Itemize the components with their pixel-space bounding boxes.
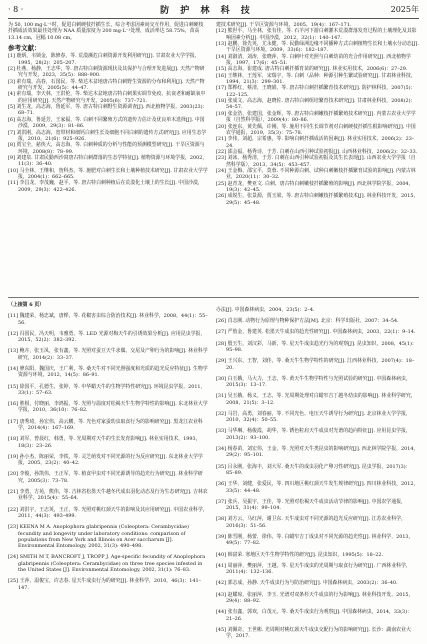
reference-entry: [19] 孙小杰，陈丽荣，李铁，等. 灵芝萌发对不同光源的行为反应研究[J]. 东北林业大学学报，2005，23(2)：40–42. (8, 453, 203, 467)
reference-entry: [20] 李俊，孙凯伟，王正军，等. 植食甲虫对不同光源诱导的趋光行为研究[J]. 林业科学研究，2005(3)：73–78. (8, 471, 203, 484)
reference-entry: [17] 郑桦红，蔡清，王晓娟，等. 唐古特白刺扦插繁育技术研究[J]. 防护林科技，2007(5)：122–125. (216, 85, 416, 98)
reference-entry: [36] 王华，刘健，张爱民，等. 四川地区桃红颈天牛发生规律研究[J]. 四川林业科技，2012，33(5)：44–48. (216, 481, 419, 494)
reference-entry: [26] 肖志刚. 动物行为原理与物种保护方法[M]. 北京：科学出版社，2007：34–54. (216, 318, 399, 325)
reference-entry: [8] 贾宝全，慈侠大，高志海，等. 白刺种质的分析与性能的预测模型研究[J]. 干旱区资源与环境，2008(8)：78–99. (8, 142, 205, 155)
reference-entry: [32] 马岩，高勇，刘春丽，等. 不同光色、电压天牛诱导行为研究[J]. 北京林业大学学报，2010，32(4)：50–55. (216, 410, 411, 424)
reference-entry: [38] 刘方云，马红萍，谢卫东. 天牛成虫对不同光源的趋光反应研究[J]. 江苏农业科学，2016(3)：51–56. (216, 516, 406, 529)
reference-entry: [27] 严敖金，鲁建英. 松墨天牛成虫的趋光性研究[J]. 中国森林病虫，2003，22(1)：9–14. (216, 329, 416, 336)
reference-entry: [10] 马全林，王继和，詹科杰，等. 施肥对白刺生长和土壤种植技术研究[J]. 甘肃农业大学学报，2004(1)：662–665. (8, 167, 208, 180)
reference-entry: [15] 高志海，崔建成. 唐古特白刺扦插育苗的研究[J]. 林业实用技术，2006(6)：27–29. (216, 66, 408, 73)
reference-entry: [33] 马华琳，杨俊霞，胡华，等. 锈色粒肩天牛成虫对光谱的趋向特征[J]. 应用昆虫学报，2013(2)：93–100. (216, 428, 411, 441)
references-list-left (8, 53, 208, 193)
reference-entry: [39] 陈雪刚，杨蕾，徐伟，等. 白蜡窄吉丁成虫对不同光源的趋光性[J]. 林业科学，2013，49(5)：77–82. (216, 533, 414, 547)
reference-entry: 建技术研究[J]. 干旱区资源与环境，2005，19(4)：167–171. (216, 22, 352, 28)
reference-entry: [22] 刘洪宇，王志英，王正，等. 光照对桃红颈天牛的影响及其应用研究[J]. 中国农业科学，2011，44(3)：493–499. (8, 506, 208, 519)
reference-entry: [24] 王金梅，邵宝平，莫蓉. 不同种源白刺、试种白刺嫩枝扦插繁育试验的影响[J]. 内蒙古林业，2020(11)：30–32. (216, 167, 416, 181)
reference-entry: [16] 胜相，付晓丽，李鸿振，等. 光照与温度对松褐天牛生物学特性的影响[J]. 东北林业大学学报，2010，36(10)：76–82. (8, 401, 208, 414)
issue-year: 2025年 (390, 4, 419, 14)
continued-left-column (8, 302, 208, 596)
reference-entry: [13] 鲍卉，张玉凤，张有鑫，等. 光照对蚕豆天牛求偶、交尾及产卵行为的影响[J]. 林业科学研究，2014(2)：33–37. (8, 348, 208, 361)
reference-entry: [20] 张连东，黄先佩，许刚，等. 施用不同生长调节剂对白刺硬枝扦插生根影响研究[J]. 中国农学通报，2019，35(3)：75–78. (216, 123, 416, 136)
reference-entry: [3] 索有瑞，高春，石国民，等. 柴达木盆地唐古特白刺野生资源的分布和利用[J]. 天然产物研究与开发，2005(5)：44–47. (8, 78, 205, 92)
reference-entry: [37] 张兵，吴振宇，王佳，等. 光照对松褐天牛成虫活动节律的影响[J]. 中国农学通报，2015，31(4)：99–104. (216, 498, 406, 512)
reference-entry: [2] 杜燕，杨静，王志华，等. 唐古特白刺资源现状及其保护与合理开发进展[J]. 天然产物研究与开发，2023，35(5)：888–900. (8, 66, 205, 79)
reference-entry: [42] 郭志成，孙静. 天牛成虫行为与防治研究[J]. 中国森林病虫，2003(2)：36–40. (216, 580, 398, 587)
continued-heading: （上接第 6 页） (8, 302, 45, 308)
continued-right-column (216, 302, 419, 644)
reference-entry: [21] 李勇，方苑，熊伟，等. 吉林省松墨天牛越冬代成虫羽化动态及行为生态研究[J]. 吉林农业科学，2015(4)：55–64. (8, 489, 208, 502)
reference-entry: [12] 熊世平，马全林，张有佳，等. 石羊河下游白刺灌木荒漠群落发育过程的土壤理化及其影响因素分析[J]. 中国沙漠，2012，32(1)：140–147. (216, 28, 417, 41)
section-divider (8, 297, 419, 298)
reference-entry: [12] 冯国民，冯天明，韦雅勇，等. LED 光源对梅天牛的引诱效果分析[J]. 应用昆虫学报，2015，52(2)：382–392. (8, 330, 206, 344)
reference-entry: [30] 白玉娥，马大力，王志，等. 黄天牛生物学特性与光照试验的研究[J]. 中国森林病虫，2015(3)：13–17. (216, 375, 411, 389)
reference-entry: [7] 刘洪刚，高志海，宽带材和细钙白刺生长及细胞不同白刺的遗传方式研究[J]. 应用生态学报，2010，21(6)：925–926. (8, 129, 207, 142)
references-heading: 参考文献： (8, 44, 41, 53)
reference-entry: [21] 李伟，刘超，宗希惠，等. 影响白刺扦插成活的因素[J]. 林业实用技术，2006(2)：23–24. (216, 136, 415, 149)
reference-entry: [45] 刘佩奇，王世彬. 光周期对桃红颈天牛成虫交配行为的影响研究[J]. 长沙：湖南农业大学，2017. (216, 626, 411, 640)
reference-entry: [13] 赵鹏，徐先英，尤永健，等. 民勤绿洲边缘不同播种方式白刺植物生长和土壤水分动态[J]. 干旱区资源与环境，2009，33(6)：182–187. (216, 41, 419, 54)
reference-entry: [34] 杨春苗，刘宏伟，王金，等. 光照对天牛类昆虫的影响研究[J]. 西北林学院学报，2014，29(2)：95–101. (216, 446, 419, 459)
reference-entry: [25] 王萍，温俊宝，许志春. 星天牛成虫行为的研究[J]. 林业科学，2010，46(3)：141–147. (8, 578, 202, 591)
reference-entry: [4] 索有瑞，李天林，王洪伦，等. 柴达木盆地唐古特白刺果实调节免疫、抗衰老和耐缺氧中的应用研究[J]. 天然产物研究与开发，2005(6)：737–721. (8, 91, 206, 104)
reference-entry: [26] 成锐生，张景源，贾玉梁，等. 唐古特白刺嫩枝扦插繁殖技术[J]. 林业科技开发，2015，29(5)：45–48. (216, 193, 419, 206)
reference-entry: [28] 殷玉生，刘汉彩，马新，等. 星天牛成虫趋光行为的观察[J]. 昆虫知识，2008，45(1)：95–98. (216, 340, 417, 353)
continued-references-right (216, 307, 419, 640)
reference-entry: [19] 张金浩，张建国，张金辉，等. 唐古特白刺嫩枝扦插繁殖技术研究[J]. 内蒙古农业大学学报（自然科学版），2009(4)：80–86. (216, 110, 416, 124)
reference-entry: [14] 刘淑清，刘涛，张晓萍，等. 白刺叶对光照与白刺幼苗的光合作用研究[J]. 西北植物学报，1997，17(6)：45–51. (216, 53, 411, 67)
reference-entry: 办法[J]. 中国森林病虫，2004，23(5)：2–4. (216, 306, 315, 313)
reference-entry: [35] 吕永刚，张海丰，刘大军. 桑天牛的成虫羽化产卵习性研究[J]. 昆虫学报，2017(3)：85–89. (216, 463, 411, 476)
reference-entry: [31] 吴玉娥，杨义，王志，等. 光周期处理对白蜡窄吉丁越冬幼虫的影响[J]. 林业科学研究，2008，21(5)：3–12. (216, 393, 416, 406)
reference-entry: [25] 赵青龙，樊亚文. 白刺、唐古特白刺嫩枝扦插繁殖的影响[J]. 西北林学院学报，2004，19(3)：42–45. (216, 180, 414, 193)
reference-entry: [22] 邵会福，杨秀诗，于芳. 白刺在山西引种试验初报[J]. 山西林业科技，2006(2)：32–33. (216, 148, 418, 155)
reference-entry: [15] 徐国平，孔德生，张婷，等. 中华蜡天牛的生物学特性研究[J]. 环境昆虫学报，2011，33(1)：57–63. (8, 383, 206, 396)
reference-entry: [24] SMITH M T, BANCROFT J, TROPP J. Age-specific fecundity of Anoplophora glabripennis (Coleoptera: Cerambycidae) on three tree species infested in the United States [J]. Environmental Entomology, 2002, 31(1): 76–83. (8, 554, 206, 574)
reference-entry: [18] 刘军，曾晨红，韩勇，等. 光周期对天牛的生长发育影响[J]. 林业实用技术，1993，18(3)：23–26. (8, 436, 201, 449)
reference-entry: [23] 刘冰，杨秀清，于芳. 白刺在山西引种试验初报及其生长表现[J]. 山西农业大学学报（自然科学版），2013，34(5)：453–457. (216, 155, 416, 168)
reference-entry: [23] KEENA M A. Anoplophora glabripennis (Coleoptera: Cerambycidae) fecundity and longevity under laboratory conditions: comparison of populations from New York and Illinois on Acer saccharum [J]. Environmental Entomology, 2002, 31(3): 490–498. (8, 524, 189, 550)
reference-entry: [40] 韩富荣. 寒地区天牛生物学特性的研究[J]. 昆虫知识，1995(5)：18–22. (216, 551, 384, 558)
page-header (8, 0, 419, 19)
reference-entry: [18] 张成文，高志海，赵晓佐. 唐古特白刺组培繁育技术研究[J]. 甘肃林业科技，2008(2)：54–57. (216, 98, 416, 111)
page-number: · 8 · (8, 4, 24, 14)
continued-references-left (8, 313, 208, 591)
references-list-right (216, 22, 419, 206)
reference-entry: [9] 刘建泉. 甘肃民勤西沙窝唐古特白刺群落的生态学特征[J]. 植物资源与环境学报，2002，11(3)：36–40. (8, 154, 208, 168)
intro-paragraph: 为 50, 100 mg·L⁻¹时，促进白刺硬枝扦插生长，综合考虑因素间交互作用，促进白刺硬枝扦插成活效果最佳处理为 NAA 质量浓度为 200 mg·L⁻¹处理，成活率达 58.75%，苗高 13.14 cm，冠幅 10.08 cm。 (8, 22, 204, 41)
reference-entry: [41] 周丽萍，樊丽萍，王越，等. 星天牛成虫的光周期与取食行为研究[J]. 广西林业科学，2011(4)：132–136. (216, 562, 411, 576)
reference-entry: [29] 王兴东，王智，刘佳，等. 桑天牛生物学特性的研究[J]. 江西林业科技，2007(4)：18–20. (216, 358, 415, 371)
right-column (216, 22, 419, 206)
reference-entry: [1] 鹿炳，韦锁金，陈修春，等. 荒漠濒危白刺资源开发利用研究[J]. 甘肃农业大学学报，1995，28(2)：205–207. (8, 53, 200, 66)
reference-entry: [11] 魏建荣，杨忠斌，唐桦，等. 花椒害虫综合防治技术[J]. 林业科学，2008，44(1)：55–56. (8, 313, 208, 326)
reference-entry: [6] 高志海，鲁延芳，王家福，等. 白刺不同繁殖方式的遗传力估计及优良单木选择[J]. 中国沙漠，2009，29(3)：81–86. (8, 116, 205, 130)
reference-entry: [44] 张有鑫，郭欢，白茂元，等. 桑天牛成虫行为观察[J]. 中国森林病虫，2014，33(3)：21–26. (216, 609, 412, 622)
journal-name: 防 护 林 科 技 (160, 5, 254, 16)
reference-entry: [5] 刘生龙，高志海，鲁延军，等. 唐古特白刺野生资源调查[J]. 西北植物学报，2003(23)：68–71. (8, 104, 208, 117)
reference-entry: [43] 赵耀琼，张丽萍，李玉. 光谱对双条杉天牛成虫的行为影响[J]. 林业科技开发，2015，29(4)：88–92. (216, 591, 414, 604)
reference-entry: [14] 廖东阳，魏国庆，王广利，等. 桑天牛对不同光照强度和光质的趋光反应特征[J]. 生物学资源与环境，2012，14(5)：86–91. (8, 365, 208, 379)
left-column (8, 22, 208, 193)
reference-entry: [16] 王继林，王莲军，宋瑞宇，等. 白刺（品种：种源引种生繁试验研究[J]. 甘肃林业科技，1994，21(3)：299–301. (216, 72, 416, 86)
reference-entry: [17] 唐秀琦，孙宏伟，高云鹏，等. 光色对家蚕幼虫取食行为的影响研究[J]. 黑龙江农业科学，2014(4)：167–169. (8, 418, 203, 432)
reference-entry: [11] 李昌龙，李茂巍，赵平，等. 唐古特白刺种植后在荒漠化土壤上的生长[J]. 中国沙漠，2009，29(3)：422–426. (8, 180, 203, 193)
